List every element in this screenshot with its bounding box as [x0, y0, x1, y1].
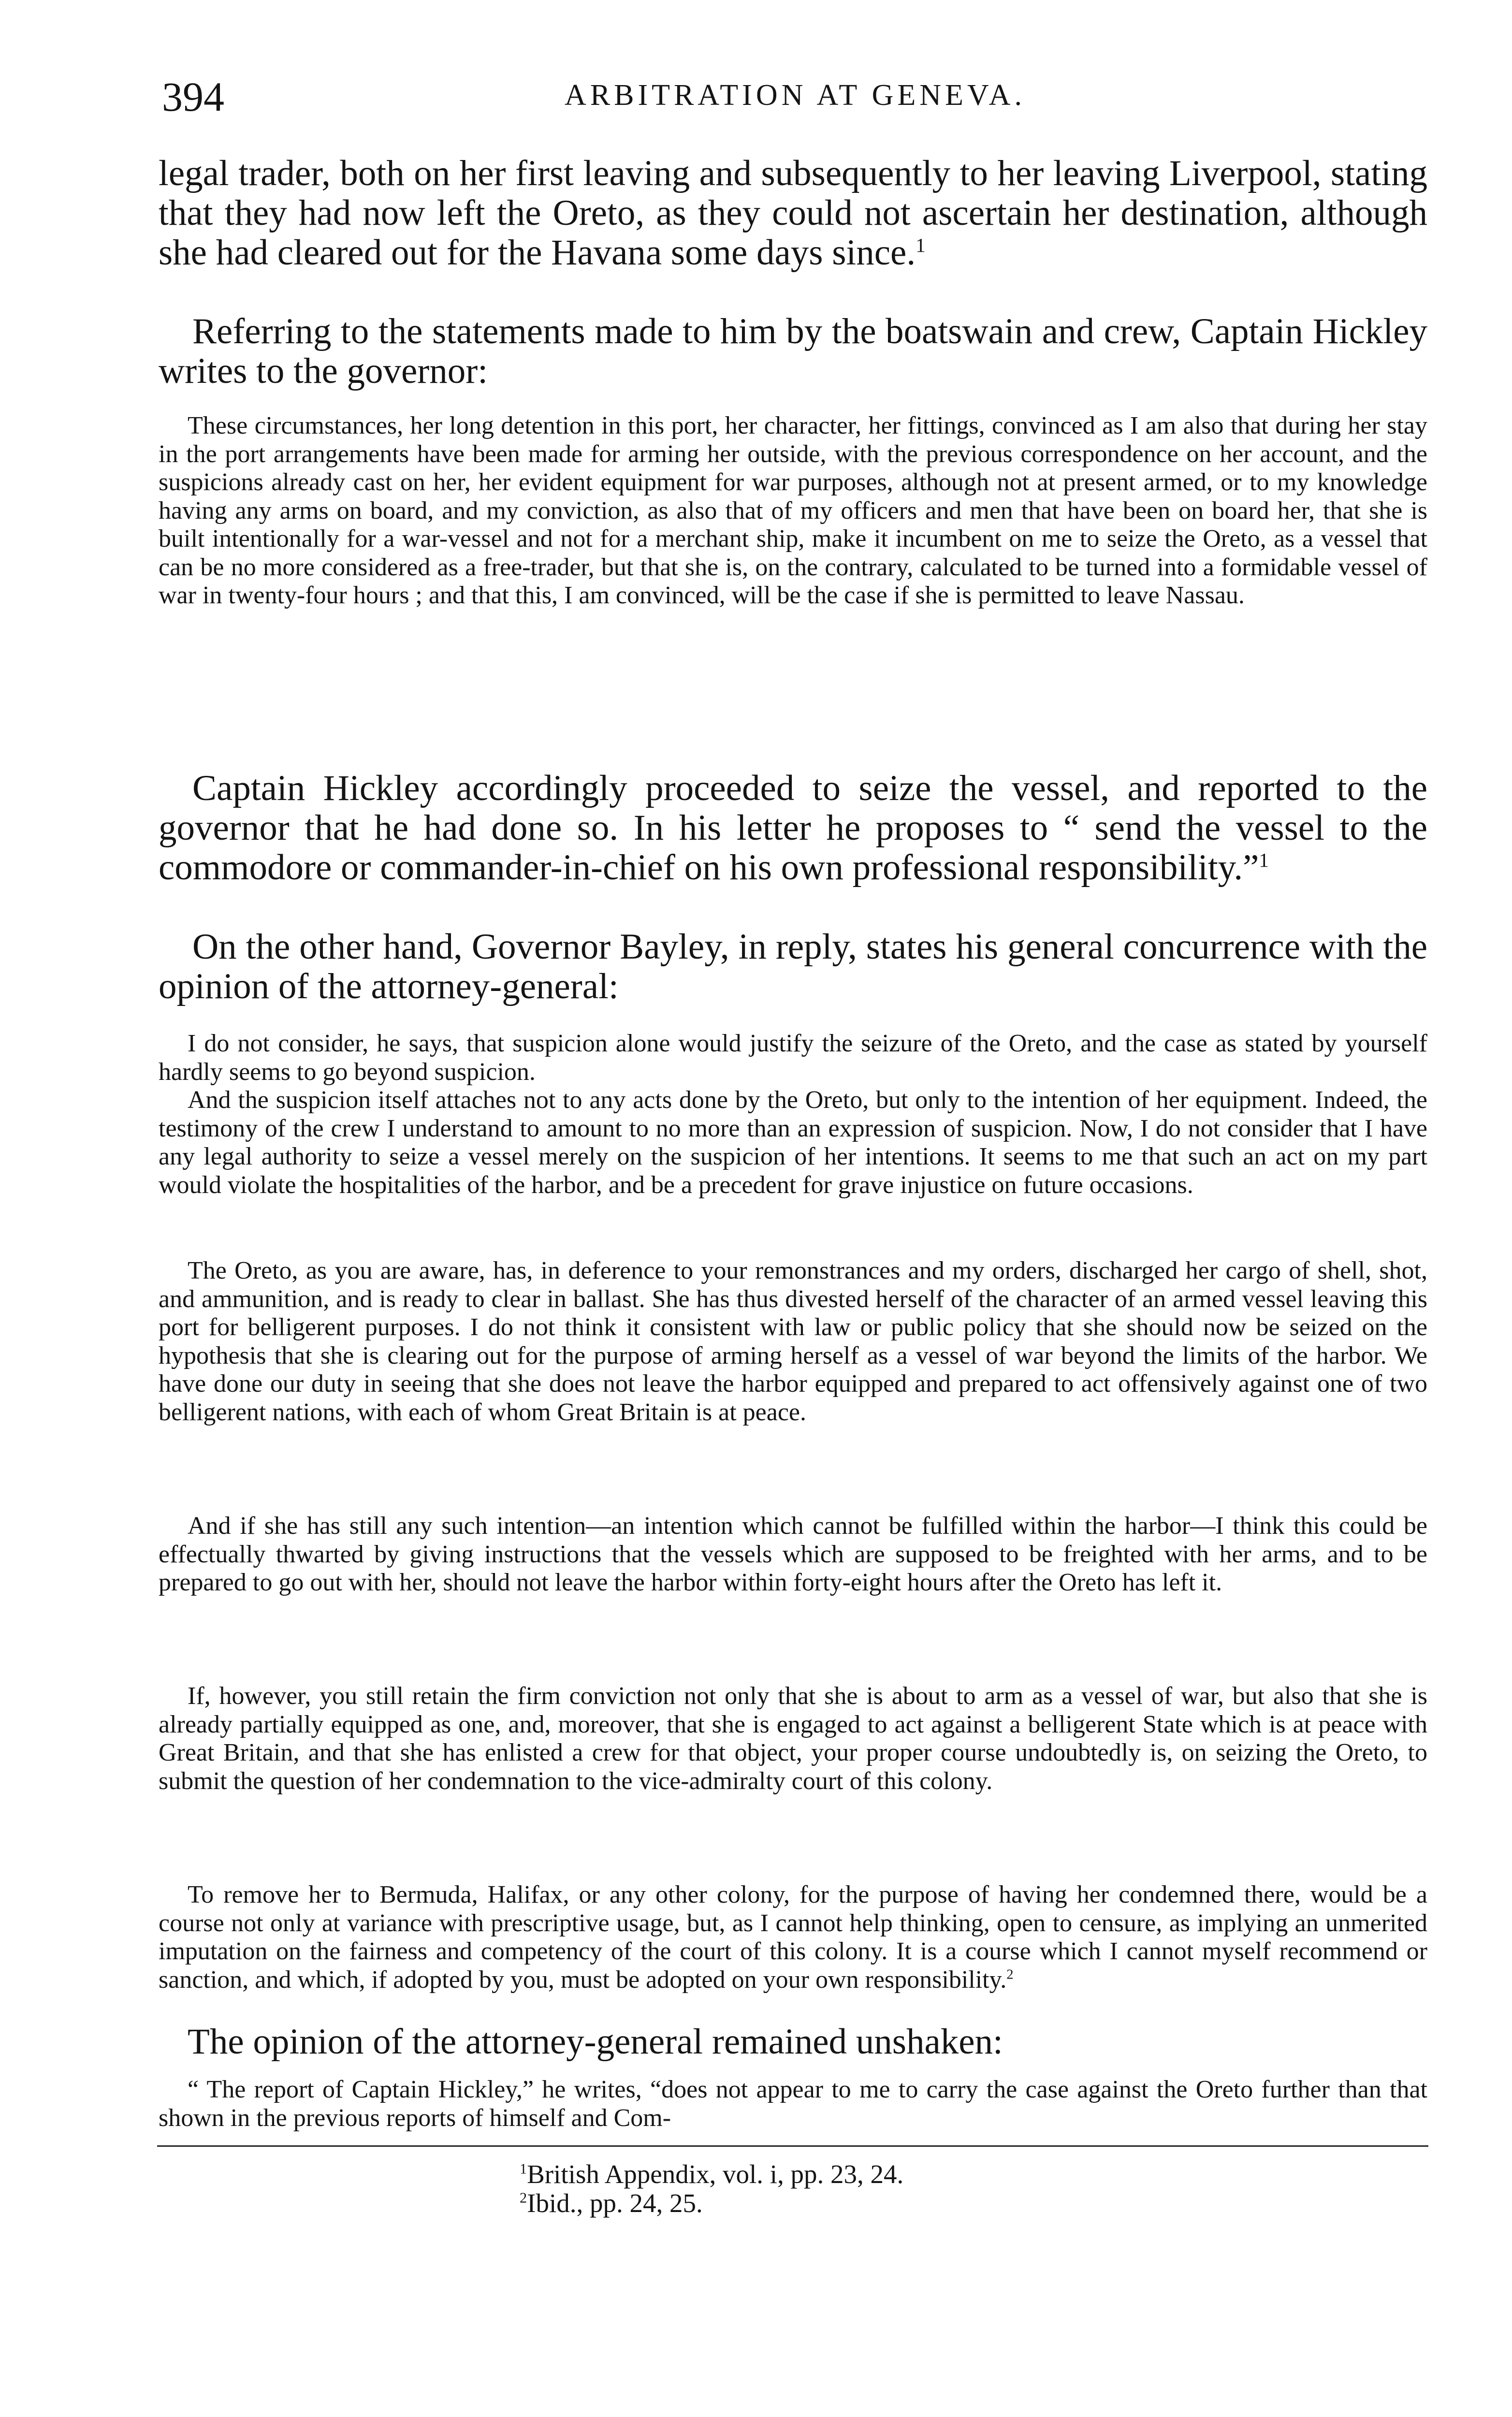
quote-governor-2 — [159, 1086, 1427, 1199]
paragraph-text: Referring to the statements made to him by the boatswain and crew, Captain Hickley writes to the governor: — [159, 311, 1427, 391]
paragraph-text: The opinion of the attorney-general remained unshaken: — [188, 2022, 1003, 2062]
quote-governor-1 — [159, 1030, 1427, 1086]
paragraph-legal-trader — [159, 154, 1427, 273]
quote-text: And the suspicion itself attaches not to any acts done by the Oreto, but only to the intention of her equipment. Indeed, the testimony of the crew I understand to amount to no more than an expression of suspicion. Now, I do not consider that I have any legal authority to seize a vessel merely on the suspicion of her intentions. It seems to me that such an act on my part would violate the hospitalities of the harbor, and be a precedent for grave injustice on future occasions. — [159, 1086, 1427, 1199]
footnote-ref: 1 — [1259, 849, 1269, 871]
quote-hickley — [159, 412, 1427, 610]
paragraph-boatswain — [159, 312, 1427, 391]
footnote-mark: 2 — [520, 2189, 527, 2206]
footnote-text: Ibid., pp. 24, 25. — [527, 2188, 703, 2218]
page-number: 394 — [162, 73, 224, 120]
footnote-ref: 2 — [1006, 1967, 1014, 1982]
quote-text: The Oreto, as you are aware, has, in deference to your remonstrances and my orders, discharged her cargo of shell, shot, and ammunition, and is ready to clear in ballast. She has thus divested herself of the character of an armed vessel leaving this port for belligerent purposes. I do not think it consistent with law or public policy that she should now be seized on the hypothesis that she is clearing out for the purpose of arming herself as a vessel of war beyond the limits of the harbor. We have done our duty in seeing that she does not leave the harbor equipped and prepared to act offensively against one of two belligerent nations, with each of whom Great Britain is at peace. — [159, 1257, 1427, 1426]
quote-governor-3 — [159, 1257, 1427, 1427]
paragraph-text: On the other hand, Governor Bayley, in reply, states his general concurrence with the opinion of the attorney-general: — [159, 927, 1427, 1006]
running-title: ARBITRATION AT GENEVA. — [565, 79, 1026, 112]
quote-governor-5 — [159, 1682, 1427, 1795]
footnote-mark: 1 — [520, 2160, 527, 2177]
footnote-2 — [520, 2189, 703, 2218]
running-header — [162, 73, 1428, 126]
paragraph-governor-reply — [159, 927, 1427, 1006]
paragraph-text: legal trader, both on her first leaving and subsequently to her leaving Liverpool, stating that they had now left the Oreto, as they could not ascertain her destination, although she had cleared out for the Havana some days since. — [159, 153, 1427, 273]
paragraph-seizure — [159, 769, 1427, 888]
footnote-divider — [157, 2145, 1428, 2147]
footnote-1 — [520, 2160, 903, 2189]
quote-text: If, however, you still retain the firm conviction not only that she is about to arm as a vessel of war, but also that she is already partially equipped as one, and, moreover, that she is engaged to act against a belligerent State which is at peace with Great Britain, and that she has enlisted a crew for that object, your proper course undoubtedly is, on seizing the Oreto, to submit the question of her condemnation to the vice-admiralty court of this colony. — [159, 1682, 1427, 1795]
quote-governor-6 — [159, 1881, 1427, 1994]
paragraph-text: Captain Hickley accordingly proceeded to seize the vessel, and reported to the governor that he had done so. In his letter he proposes to “ send the vessel to the commodore or commander-in-chief on his own professional responsibility.” — [159, 768, 1427, 888]
footnote-ref: 1 — [916, 234, 926, 256]
quote-text: I do not consider, he says, that suspicion alone would justify the seizure of the Oreto, and the case as stated by yourself hardly seems to go beyond suspicion. — [159, 1030, 1427, 1086]
quote-governor-4 — [159, 1512, 1427, 1597]
quote-attorney-general — [159, 2076, 1427, 2132]
quote-text: To remove her to Bermuda, Halifax, or any other colony, for the purpose of having her condemned there, would be a course not only at variance with prescriptive usage, but, as I cannot help thinking, open to censure, as implying an unmerited imputation on the fairness and competency of the court of this colony. It is a course which I cannot myself recommend or sanction, and which, if adopted by you, must be adopted on your own responsibility. — [159, 1881, 1427, 1994]
quote-text: “ The report of Captain Hickley,” he writes, “does not appear to me to carry the case against the Oreto further than that shown in the previous reports of himself and Com- — [159, 2076, 1427, 2132]
quote-text: And if she has still any such intention—an intention which cannot be fulfilled within the harbor—I think this could be effectually thwarted by giving instructions that the vessels which are supposed to be freighted with her arms, and to be prepared to go out with her, should not leave the harbor within forty-eight hours after the Oreto has left it. — [159, 1512, 1427, 1596]
paragraph-attorney-general — [159, 2022, 1427, 2062]
footnote-text: British Appendix, vol. i, pp. 23, 24. — [527, 2159, 904, 2189]
quote-text: These circumstances, her long detention in this port, her character, her fittings, convinced as I am also that during her stay in the port arrangements have been made for arming her outside, with the previous correspondence on her account, and the suspicions already cast on her, her evident equipment for war purposes, although not at present armed, or to my knowledge having any arms on board, and my conviction, as also that of my officers and men that have been on board her, that she is built intentionally for a war-vessel and not for a merchant ship, make it incumbent on me to seize the Oreto, as a vessel that can be no more considered as a free-trader, but that she is, on the contrary, calculated to be turned into a formidable vessel of war in twenty-four hours ; and that this, I am convinced, will be the case if she is permitted to leave Nassau. — [159, 412, 1427, 609]
